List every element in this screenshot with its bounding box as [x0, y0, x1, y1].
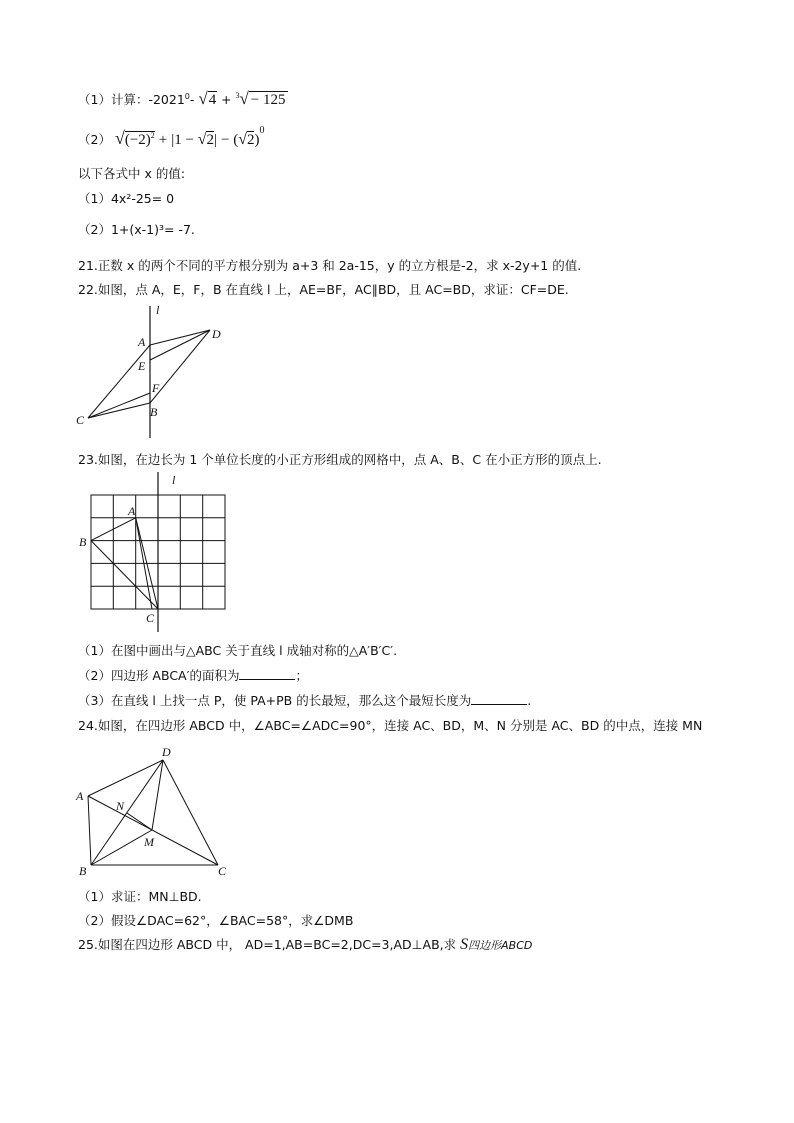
answer-blank-length[interactable]	[471, 693, 527, 705]
label-M: M	[144, 835, 154, 849]
label-B: B	[79, 535, 87, 549]
q24-sub-2: （2）假设∠DAC=62°，∠BAC=58°，求∠DMB	[78, 913, 354, 928]
problem-2-expression: （2） $√(-2)^2 + |1 - √2| - (√2)^0$	[78, 124, 265, 148]
label-A: A	[128, 504, 136, 518]
label-C: C	[146, 611, 155, 625]
q23-sub-3-text: （3）在直线 l 上找一点 P，使 PA+PB 的长最短，那么这个最短长度为	[78, 693, 472, 708]
segment-BM	[91, 830, 152, 865]
problem-1-term1-exponent: 0	[184, 91, 190, 101]
neg2-base: (−2)	[124, 132, 151, 148]
q24-figure	[72, 740, 237, 880]
cube-root-index: 3	[235, 91, 240, 100]
label-B: B	[79, 864, 87, 878]
q24-text: 24.如图，在四边形 ABCD 中，∠ABC=∠ADC=90°，连接 AC、BD，M、N 分别是 AC、BD 的中点，连接 MN	[78, 718, 703, 733]
square-exponent: 2	[150, 131, 155, 140]
cube-root-radicand: − 125	[250, 92, 286, 108]
diagonal-AC	[88, 796, 218, 865]
zero-exponent: 0	[259, 124, 265, 136]
q20-intro: 以下各式中 x 的值:	[78, 166, 186, 181]
cube-root-expression: $^3$√ − 125	[235, 89, 286, 108]
absolute-value: |1 − √2|	[171, 131, 217, 148]
quadrilateral-ABCD	[88, 760, 218, 865]
minus-paren: − (	[220, 132, 239, 148]
sqrt-2: 2	[206, 132, 214, 148]
sqrt-2-second: 2	[246, 132, 255, 148]
label-N: N	[116, 799, 125, 813]
q20-item-1: （1）4x²-25= 0	[78, 191, 175, 206]
q25-text	[78, 937, 532, 954]
label-E: E	[138, 359, 146, 373]
segment-DM	[152, 760, 163, 830]
label-A: A	[76, 789, 84, 803]
close-paren: )	[254, 132, 260, 148]
area-symbol: S	[460, 936, 469, 953]
problem-1-compute	[78, 88, 288, 108]
segment-AD	[150, 330, 210, 345]
label-C: C	[76, 413, 85, 427]
label-F: F	[152, 381, 160, 395]
segment-AC	[88, 345, 150, 418]
label-l: l	[172, 473, 176, 487]
label-A: A	[138, 335, 146, 349]
q23-sub-2	[78, 668, 308, 684]
q23-sub-3-end: .	[527, 693, 532, 708]
q22-text: 22.如图，点 A，E，F，B 在直线 l 上，AE=BF，AC∥BD，且 AC=BD，求证：CF=DE.	[78, 282, 569, 297]
label-D: D	[212, 327, 221, 341]
problem-2-label: （2）	[78, 132, 111, 147]
problem-1-label: （1）计算：	[78, 92, 149, 107]
area-subscript: 四边形ABCD	[468, 939, 533, 952]
label-D: D	[162, 745, 171, 759]
q23-grid-figure	[76, 470, 236, 635]
sqrt-neg2-squared: $√(-2)^2$	[114, 128, 155, 148]
answer-blank-area[interactable]	[239, 668, 295, 680]
q23-sub-1: （1）在图中画出与△ABC 关于直线 l 成轴对称的△A′B′C′.	[78, 643, 398, 658]
q23-sub-2-text: （2）四边形 ABCA′的面积为	[78, 668, 240, 683]
q21-text: 21.正数 x 的两个不同的平方根分别为 a+3 和 2a-15，y 的立方根是-2，求 x-2y+1 的值.	[78, 258, 582, 273]
problem-2-plus: +	[158, 132, 168, 148]
q22-figure	[70, 300, 240, 440]
label-B: B	[150, 405, 158, 419]
problem-1-term1: -2021	[148, 92, 185, 107]
sqrt-4-radicand: 4	[208, 92, 217, 108]
label-C: C	[218, 864, 227, 878]
segment-ED	[150, 330, 210, 360]
q20-item-2: （2）1+(x-1)³= -7.	[78, 222, 195, 237]
q23-sub-2-end: ；	[295, 668, 308, 683]
label-l: l	[156, 303, 160, 317]
diagonal-BD	[91, 760, 163, 865]
segment-MN	[127, 813, 152, 830]
q23-text: 23.如图，在边长为 1 个单位长度的小正方形组成的网格中，点 A、B、C 在小正方形的顶点上.	[78, 452, 602, 467]
q23-sub-3	[78, 693, 531, 709]
q24-sub-1: （1）求证：MN⊥BD.	[78, 889, 202, 904]
problem-1-plus: +	[220, 92, 232, 107]
q25-body: 25.如图在四边形 ABCD 中， AD=1,AB=BC=2,DC=3,AD⊥AB,求	[78, 937, 457, 952]
sqrt-4-expression: √4	[198, 89, 217, 108]
abs-inner: 1 −	[174, 132, 198, 148]
problem-1-minus: -	[189, 92, 195, 107]
